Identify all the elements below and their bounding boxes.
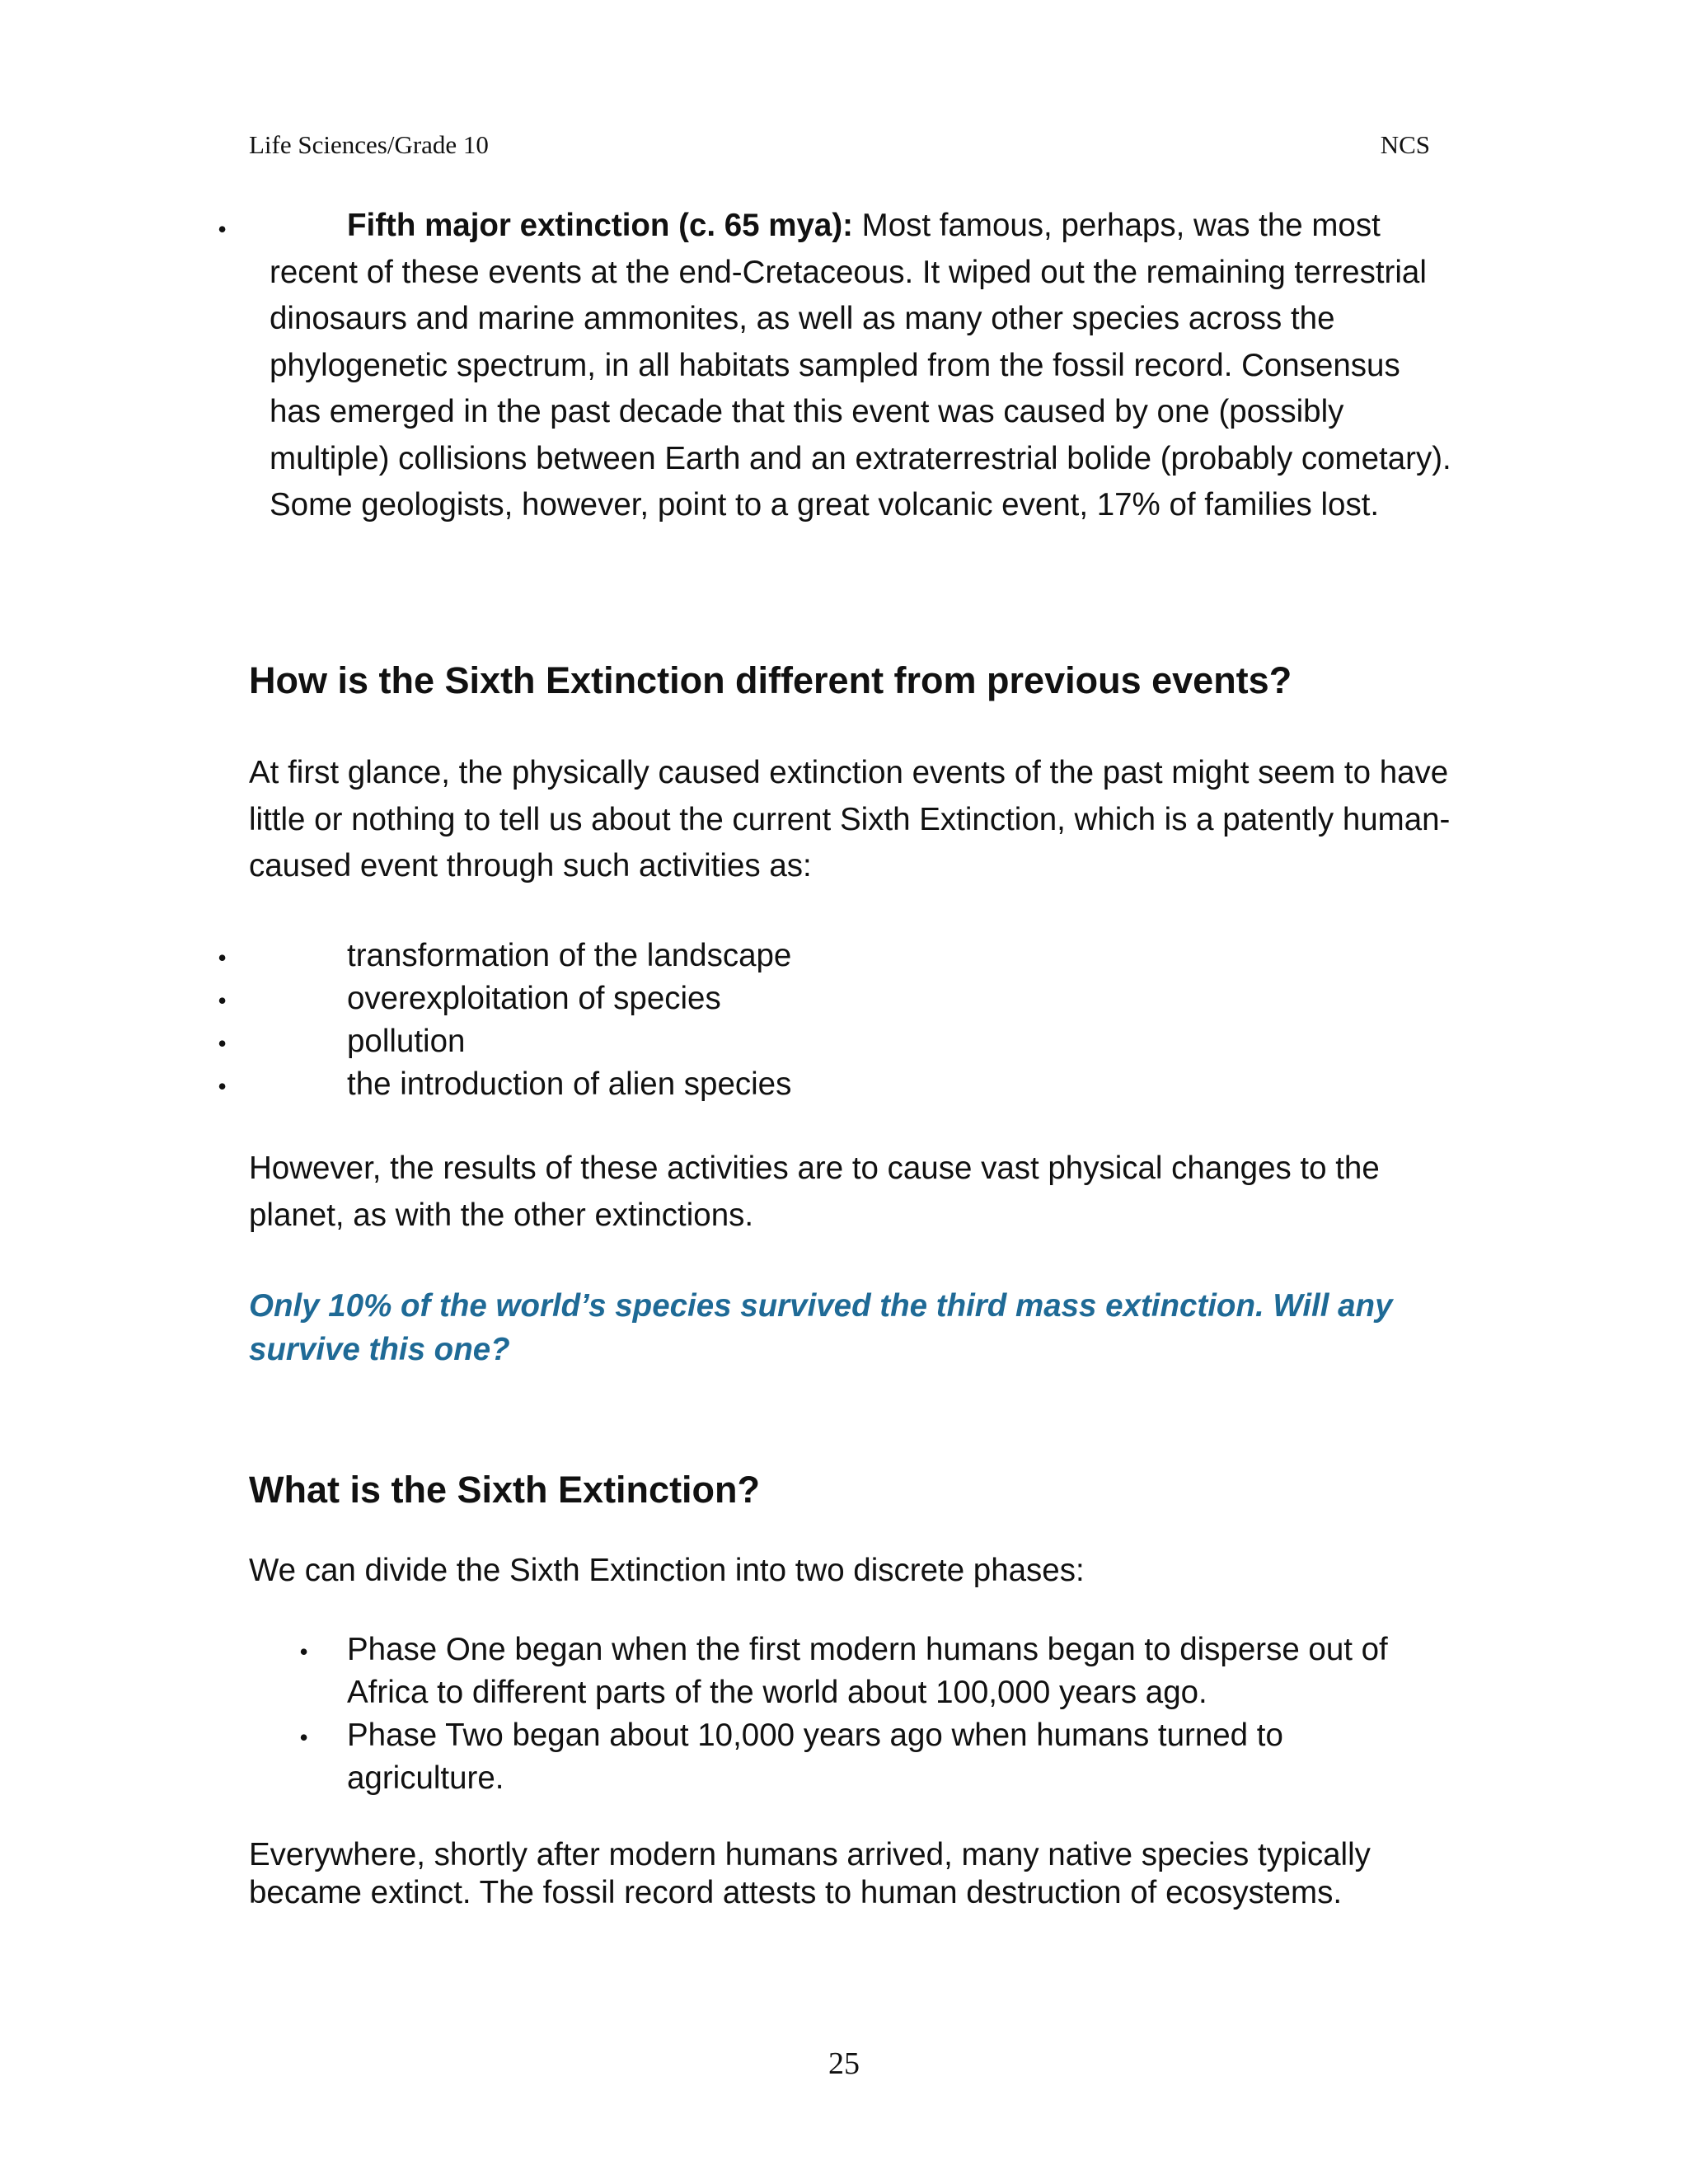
- section2-intro: We can divide the Sixth Extinction into two discrete phases:: [249, 1553, 1085, 1588]
- section1-conclusion: However, the results of these activities are to cause vast physical changes to the planet, as with the other extinctions.: [249, 1151, 1380, 1233]
- phase-item: Phase One began when the first modern humans began to disperse out of Africa to different parts of the world about 100,000 years ago.: [347, 1632, 1388, 1710]
- activity-item: the introduction of alien species: [347, 1066, 792, 1102]
- page-number: 25: [828, 2046, 860, 2081]
- bullet-dot: •: [218, 943, 227, 972]
- bullet-dot: •: [299, 1722, 309, 1752]
- section-heading-sixth-extinction: What is the Sixth Extinction?: [249, 1469, 761, 1511]
- fifth-extinction-paragraph: [270, 203, 1456, 529]
- section2-conclusion: Everywhere, shortly after modern humans arrived, many native species typically became extinct. The fossil record attests to human destruction of ecosystems.: [249, 1837, 1371, 1910]
- highlight-question: Only 10% of the world’s species survived the third mass extinction. Will any survive this one?: [249, 1288, 1393, 1367]
- header-right: NCS: [1380, 130, 1430, 159]
- activity-item: pollution: [347, 1024, 466, 1059]
- activity-item: transformation of the landscape: [347, 938, 792, 973]
- fifth-extinction-text: Most famous, perhaps, was the most recent of these events at the end-Cretaceous. It wiped out the remaining terrestrial dinosaurs and marine ammonites, as well as many other species across the phylogenetic spectrum, in all habitats sampled from the fossil record. Consensus has emerged in the past decade that this event was caused by one (possibly multiple) collisions between Earth and an extraterrestrial bolide (probably cometary). Some geologists, however, point to a great volcanic event, 17% of families lost.: [270, 208, 1451, 523]
- section1-intro: At first glance, the physically caused extinction events of the past might seem to have little or nothing to tell us about the current Sixth Extinction, which is a patently human-caused event through such activities as:: [249, 755, 1451, 883]
- bullet-dot: •: [299, 1637, 309, 1666]
- header-left: Life Sciences/Grade 10: [249, 130, 489, 159]
- phase-item: Phase Two began about 10,000 years ago when humans turned to agriculture.: [347, 1718, 1283, 1796]
- bullet-dot: •: [218, 214, 227, 244]
- bullet-dot: •: [218, 1029, 227, 1058]
- bullet-dot: •: [218, 1071, 227, 1101]
- bullet-dot: •: [218, 986, 227, 1015]
- fifth-extinction-title: Fifth major extinction (c. 65 mya):: [347, 208, 853, 243]
- activity-item: overexploitation of species: [347, 981, 721, 1016]
- section-heading-difference: How is the Sixth Extinction different from previous events?: [249, 659, 1292, 701]
